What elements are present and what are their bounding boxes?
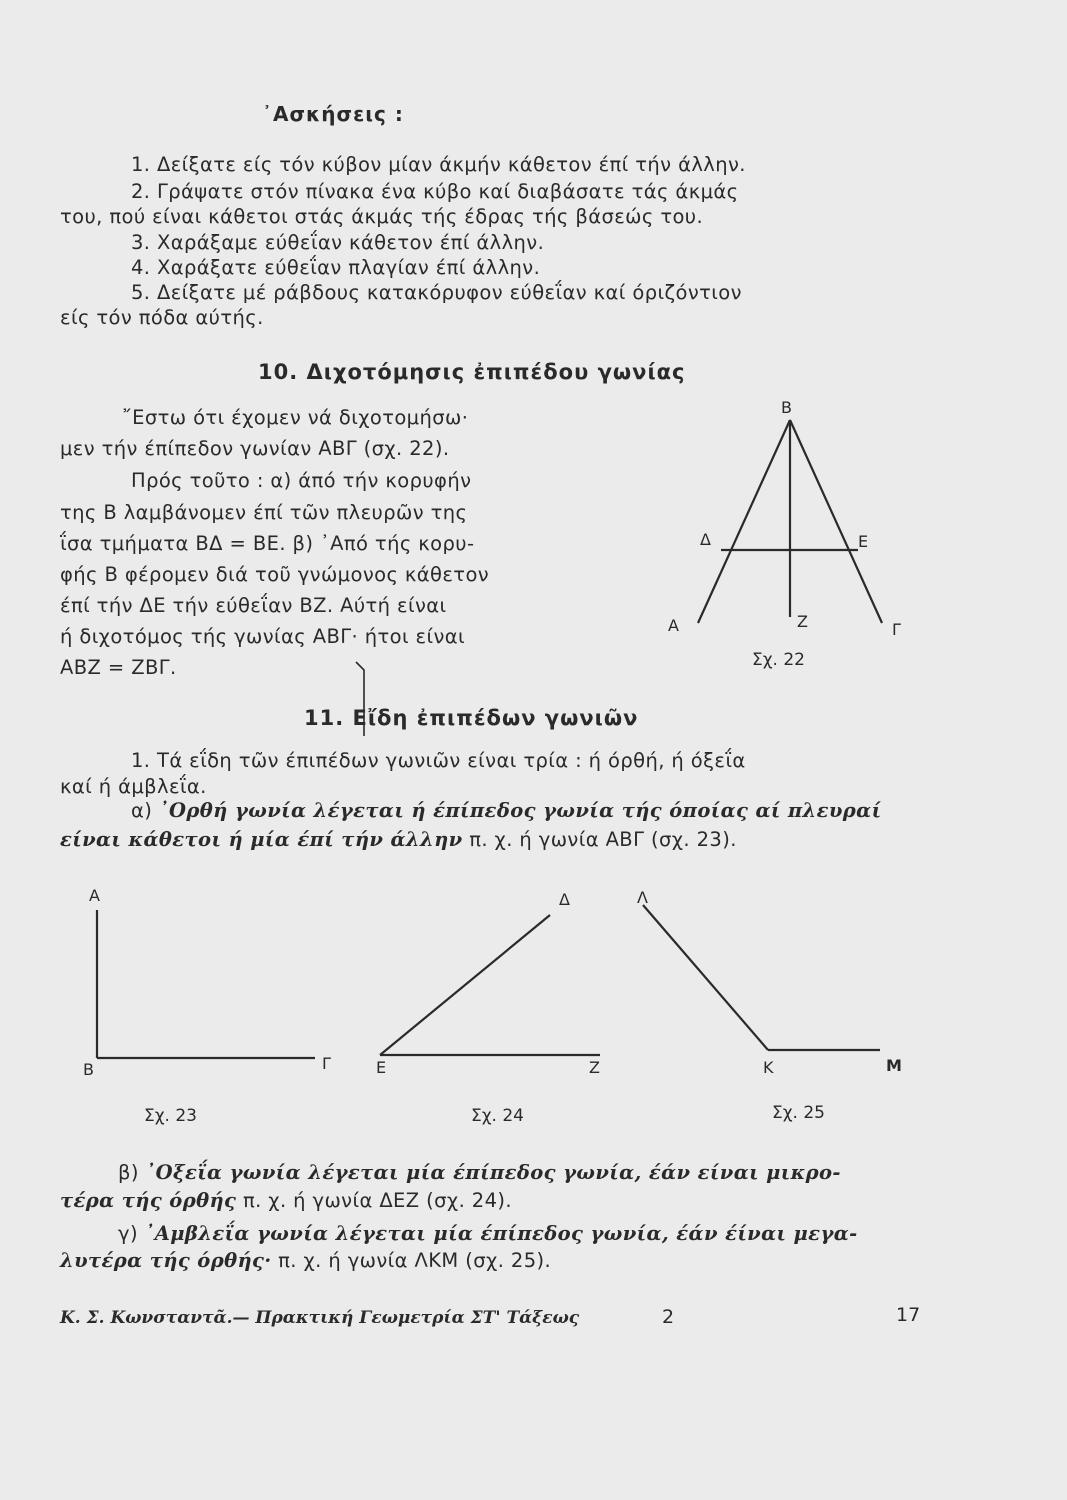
figure-22 (650, 395, 920, 670)
s10-line-8: ή διχοτόμος τής γωνίας ΑΒΓ· ήτοι είναι (60, 625, 466, 648)
s10-line-2: μεν τήν έπίπεδον γωνίαν ΑΒΓ (σχ. 22). (60, 437, 450, 460)
exercise-line-2: 2. Γράψατε στόν πίνακα ένα κύβο καί διαβάσατε τάς άκμάς (131, 180, 739, 203)
s11-alpha-italic-1: ᾿Ορθή γωνία λέγεται ή έπίπεδος γωνία τής όποίας αί πλευραί (158, 799, 882, 822)
fig25-label-m: Μ (886, 1056, 902, 1075)
s10-line-6: φής Β φέρομεν διά τοῦ γνώμονος κάθετον (60, 563, 490, 586)
section-10-heading: 10. Διχοτόμησις ἐπιπέδου γωνίας (258, 360, 686, 384)
fig24-caption: Σχ. 24 (471, 1106, 525, 1126)
fig22-label-e: Ε (858, 532, 869, 551)
s11-line-1: 1. Τά εΐδη τῶν έπιπέδων γωνιῶν είναι τρία : ή όρθή, ή όξεΐα (131, 749, 746, 772)
s11-alpha-prefix: α) (131, 799, 153, 822)
fig24-label-z: Ζ (589, 1058, 600, 1077)
fig25-caption: Σχ. 25 (772, 1103, 826, 1123)
def-beta-rest: π. χ. ή γωνία ΔΕΖ (σχ. 24). (242, 1189, 512, 1212)
exercise-line-4: 3. Χαράξαμε εύθεΐαν κάθετον έπί άλλην. (131, 231, 545, 254)
fig22-side-bg (790, 420, 882, 623)
def-gamma-italic-1: ᾿Αμβλεΐα γωνία λέγεται μία έπίπεδος γωνία, έάν έίναι μεγα- (144, 1222, 858, 1245)
fig22-caption: Σχ. 22 (752, 650, 806, 670)
def-gamma-italic-2: λυτέρα τής όρθής· (60, 1249, 272, 1272)
fig22-label-b: Β (781, 398, 792, 417)
s10-line-5: ΐσα τμήματα ΒΔ = ΒΕ. β) ᾿Από τής κορυ- (60, 532, 475, 555)
s10-line-4: της Β λαμβάνομεν έπί τῶν πλευρῶν της (60, 501, 468, 524)
s10-line-1: ῎Εστω ότι έχομεν νά διχοτομήσω· (122, 406, 469, 429)
s11-line-2: καί ή άμβλεΐα. (60, 775, 207, 798)
fig24-label-e: Ε (376, 1058, 387, 1077)
fig23-label-b: Β (83, 1060, 94, 1079)
def-beta-line-2 (60, 1189, 512, 1212)
s10-line-7: έπί τήν ΔΕ τήν εύθεΐαν ΒΖ. Αύτή είναι (60, 594, 447, 617)
def-beta-prefix: β) (118, 1161, 139, 1184)
footer-book-title: Κ. Σ. Κωνσταντᾶ.— Πρακτική Γεωμετρία ΣΤ' Τάξεως (60, 1308, 580, 1328)
fig22-label-z: Ζ (797, 612, 808, 631)
exercise-line-7: είς τόν πόδα αύτής. (60, 306, 264, 329)
s11-alpha-line-1 (131, 799, 881, 822)
def-gamma-prefix: γ) (118, 1222, 138, 1245)
exercise-line-5: 4. Χαράξατε εύθεΐαν πλαγίαν έπί άλλην. (131, 256, 541, 279)
figures-23-25 (80, 880, 920, 1070)
fig25-label-k: Κ (763, 1058, 774, 1077)
def-beta-italic-1: ᾿Οξεΐα γωνία λέγεται μία έπίπεδος γωνία, έάν είναι μικρο- (145, 1161, 841, 1184)
fig22-label-a: Α (668, 616, 679, 635)
fig24-label-d: Δ (559, 890, 570, 909)
def-gamma-rest: π. χ. ή γωνία ΛΚΜ (σχ. 25). (278, 1249, 552, 1272)
exercises-title: ᾿Ασκήσεις : (262, 102, 404, 126)
s11-alpha-italic-2: είναι κάθετοι ή μία έπί τήν άλλην (60, 828, 463, 851)
footer-signature: 2 (662, 1306, 675, 1328)
exercise-line-6: 5. Δείξατε μέ ράβδους κατακόρυφον εύθεΐαν καί όριζόντιον (131, 281, 742, 304)
exercise-line-1: 1. Δείξατε είς τόν κύβον μίαν άκμήν κάθετον έπί τήν άλλην. (131, 153, 746, 176)
s11-alpha-line-2 (60, 828, 737, 851)
def-beta-italic-2: τέρα τής όρθής (60, 1189, 237, 1212)
def-gamma-line-1 (118, 1222, 858, 1245)
fig22-label-g: Γ (892, 620, 901, 639)
page-number: 17 (896, 1304, 921, 1326)
s10-line-3: Πρός τοῦτο : α) άπό τήν κορυφήν (131, 469, 472, 492)
def-gamma-line-2 (60, 1249, 551, 1272)
fig23-label-a: Α (89, 886, 100, 905)
exercise-line-3: του, πού είναι κάθετοι στάς άκμάς τής έδρας τής βάσεώς του. (60, 205, 704, 228)
section-11-heading: 11. Εἴδη ἐπιπέδων γωνιῶν (304, 706, 639, 730)
s10-line-9: ΑΒΖ = ΖΒΓ. (60, 656, 177, 679)
fig23-caption: Σχ. 23 (144, 1106, 198, 1126)
fig25-label-l: Λ (637, 888, 648, 907)
s11-alpha-rest: π. χ. ή γωνία ΑΒΓ (σχ. 23). (469, 828, 737, 851)
def-beta-line-1 (118, 1161, 841, 1184)
fig22-side-ba (698, 420, 790, 623)
fig24-side-ed (380, 915, 550, 1055)
fig25-side-kl (643, 905, 768, 1050)
fig23-label-g: Γ (322, 1054, 331, 1073)
fig22-label-d: Δ (700, 530, 711, 549)
